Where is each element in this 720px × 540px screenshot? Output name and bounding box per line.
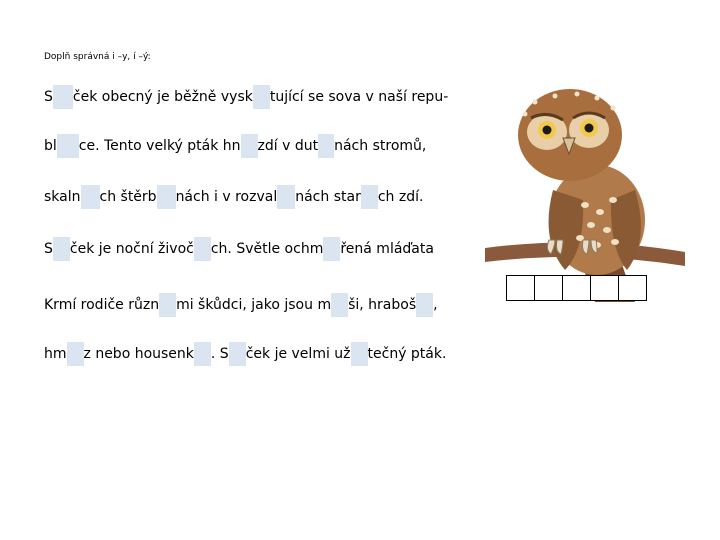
text-segment: nách stromů, [334, 138, 427, 154]
text-segment: nách i v rozval [175, 189, 278, 205]
text-segment: ček je noční živoč [69, 241, 194, 257]
blank-field[interactable] [159, 293, 176, 317]
blank-field[interactable] [323, 237, 340, 261]
text-line-5 [44, 293, 438, 317]
text-line-2 [44, 134, 426, 158]
answer-grid [506, 275, 647, 301]
blank-field[interactable] [229, 342, 246, 366]
instruction-text: Doplň správná i –y, í –ý: [44, 52, 151, 62]
text-segment: bl [44, 138, 57, 154]
text-line-6 [44, 342, 446, 366]
text-segment: ch štěrb [99, 189, 157, 205]
text-segment: hm [44, 346, 67, 362]
blank-field[interactable] [194, 342, 211, 366]
text-line-3 [44, 185, 423, 209]
text-segment: tující se sova v naší repu- [269, 89, 449, 105]
text-segment: ček je velmi už [245, 346, 351, 362]
owl-illustration [485, 80, 685, 302]
text-line-4 [44, 237, 434, 261]
text-segment: nách star [295, 189, 361, 205]
blank-field[interactable] [416, 293, 433, 317]
text-segment: S [44, 89, 53, 105]
text-segment: řená mláďata [340, 241, 434, 257]
blank-field[interactable] [194, 237, 211, 261]
blank-field[interactable] [53, 237, 70, 261]
blank-field[interactable] [318, 134, 334, 158]
blank-field[interactable] [331, 293, 348, 317]
answer-cell[interactable] [534, 275, 563, 301]
text-segment: ch. Světle ochm [210, 241, 324, 257]
blank-field[interactable] [241, 134, 258, 158]
text-segment: ši, hraboš [348, 297, 417, 313]
blank-field[interactable] [157, 185, 176, 209]
text-segment: ch zdí. [377, 189, 424, 205]
blank-field[interactable] [67, 342, 84, 366]
text-segment: tečný pták. [367, 346, 447, 362]
answer-cell[interactable] [562, 275, 591, 301]
text-segment: mi škůdci, jako jsou m [176, 297, 332, 313]
text-segment: S [44, 241, 53, 257]
answer-cell[interactable] [590, 275, 619, 301]
text-line-1 [44, 85, 448, 109]
blank-field[interactable] [253, 85, 270, 109]
blank-field[interactable] [81, 185, 100, 209]
answer-cell[interactable] [618, 275, 647, 301]
text-segment: ce. Tento velký pták hn [78, 138, 241, 154]
blank-field[interactable] [277, 185, 295, 209]
text-segment: z nebo housenk [83, 346, 194, 362]
text-segment: . S [210, 346, 229, 362]
text-segment: , [433, 297, 438, 313]
blank-field[interactable] [53, 85, 73, 109]
blank-field[interactable] [351, 342, 368, 366]
answer-cell[interactable] [506, 275, 535, 301]
text-segment: Krmí rodiče různ [44, 297, 160, 313]
blank-field[interactable] [57, 134, 79, 158]
text-segment: skaln [44, 189, 81, 205]
text-segment: ček obecný je běžně vysk [72, 89, 253, 105]
blank-field[interactable] [361, 185, 378, 209]
text-segment: zdí v dut [257, 138, 319, 154]
